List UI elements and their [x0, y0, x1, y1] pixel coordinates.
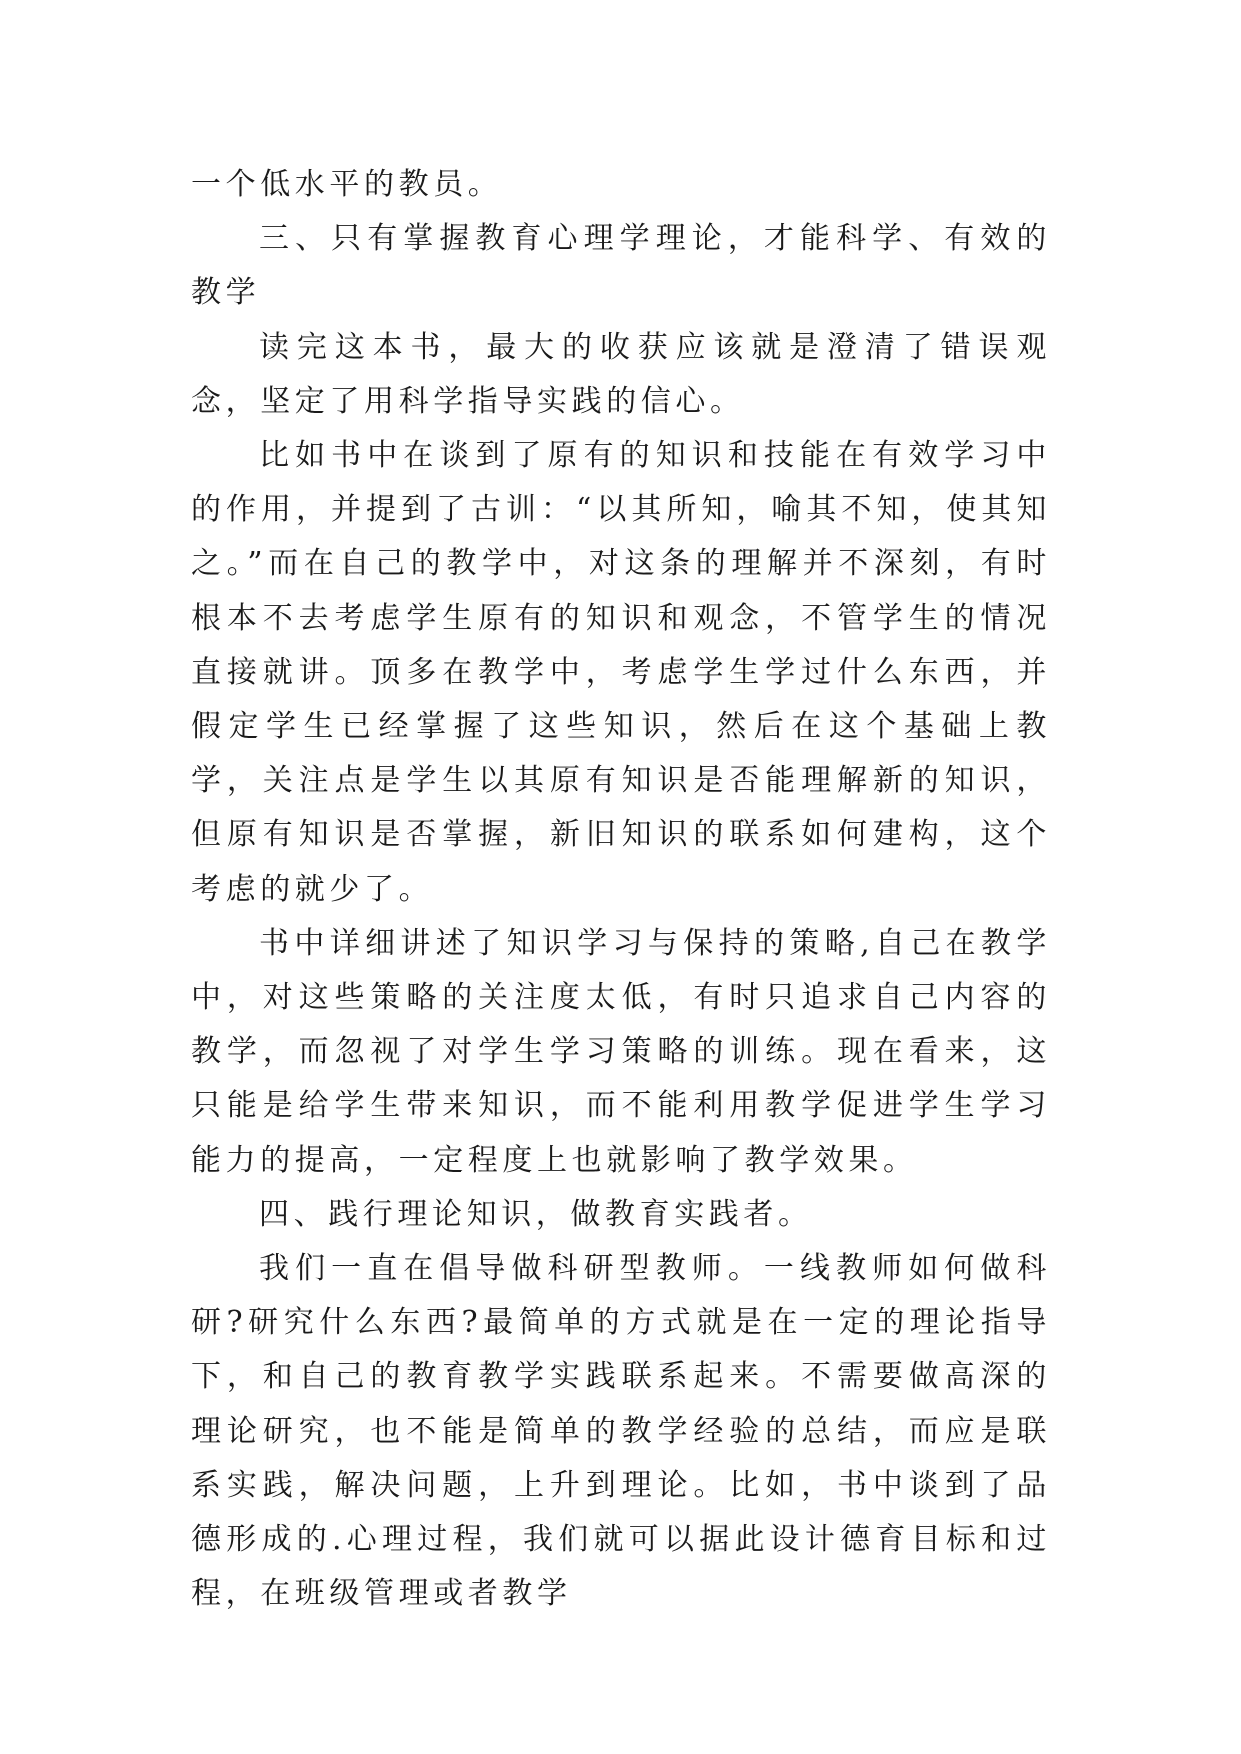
- heading-section-four: 四、践行理论知识，做教育实践者。: [259, 1196, 813, 1232]
- paragraph-1: 一个低水平的教员。: [191, 167, 503, 202]
- paragraph-3: 读完这本书，最大的收获应该就是澄清了错误观念，坚定了用科学指导实践的信心。: [191, 329, 1051, 419]
- paragraph-7: 我们一直在倡导做科研型教师。一线教师如何做科研?研究什么东西?最简单的方式就是在一定的理论指导下，和自己的教育教学实践联系起来。不需要做高深的理论研究，也不能是简单的教学经验的总结，而应是联系实践，解决问题，上升到理论。比如，书中谈到了品德形成的.心理过程，我们就可以据此设计德育目标和过程，在班级管理或者教学: [191, 1251, 1051, 1612]
- paragraph-4: 比如书中在谈到了原有的知识和技能在有效学习中的作用，并提到了古训：“以其所知，喻其不知，使其知之。”而在自己的教学中，对这条的理解并不深刻，有时根本不去考虑学生原有的知识和观念，不管学生的情况直接就讲。顶多在教学中，考虑学生学过什么东西，并假定学生已经掌握了这些知识，然后在这个基础上教学，关注点是学生以其原有知识是否能理解新的知识，但原有知识是否掌握，新旧知识的联系如何建构，这个考虑的就少了。: [191, 438, 1051, 907]
- heading-section-three: 三、只有掌握教育心理学理论，才能科学、有效的教学: [191, 221, 1051, 311]
- document-body: [191, 158, 1051, 1621]
- paragraph-5: 书中详细讲述了知识学习与保持的策略,自己在教学中，对这些策略的关注度太低，有时只追求自己内容的教学，而忽视了对学生学习策略的训练。现在看来，这只能是给学生带来知识，而不能利用教学促进学生学习能力的提高，一定程度上也就影响了教学效果。: [191, 925, 1051, 1178]
